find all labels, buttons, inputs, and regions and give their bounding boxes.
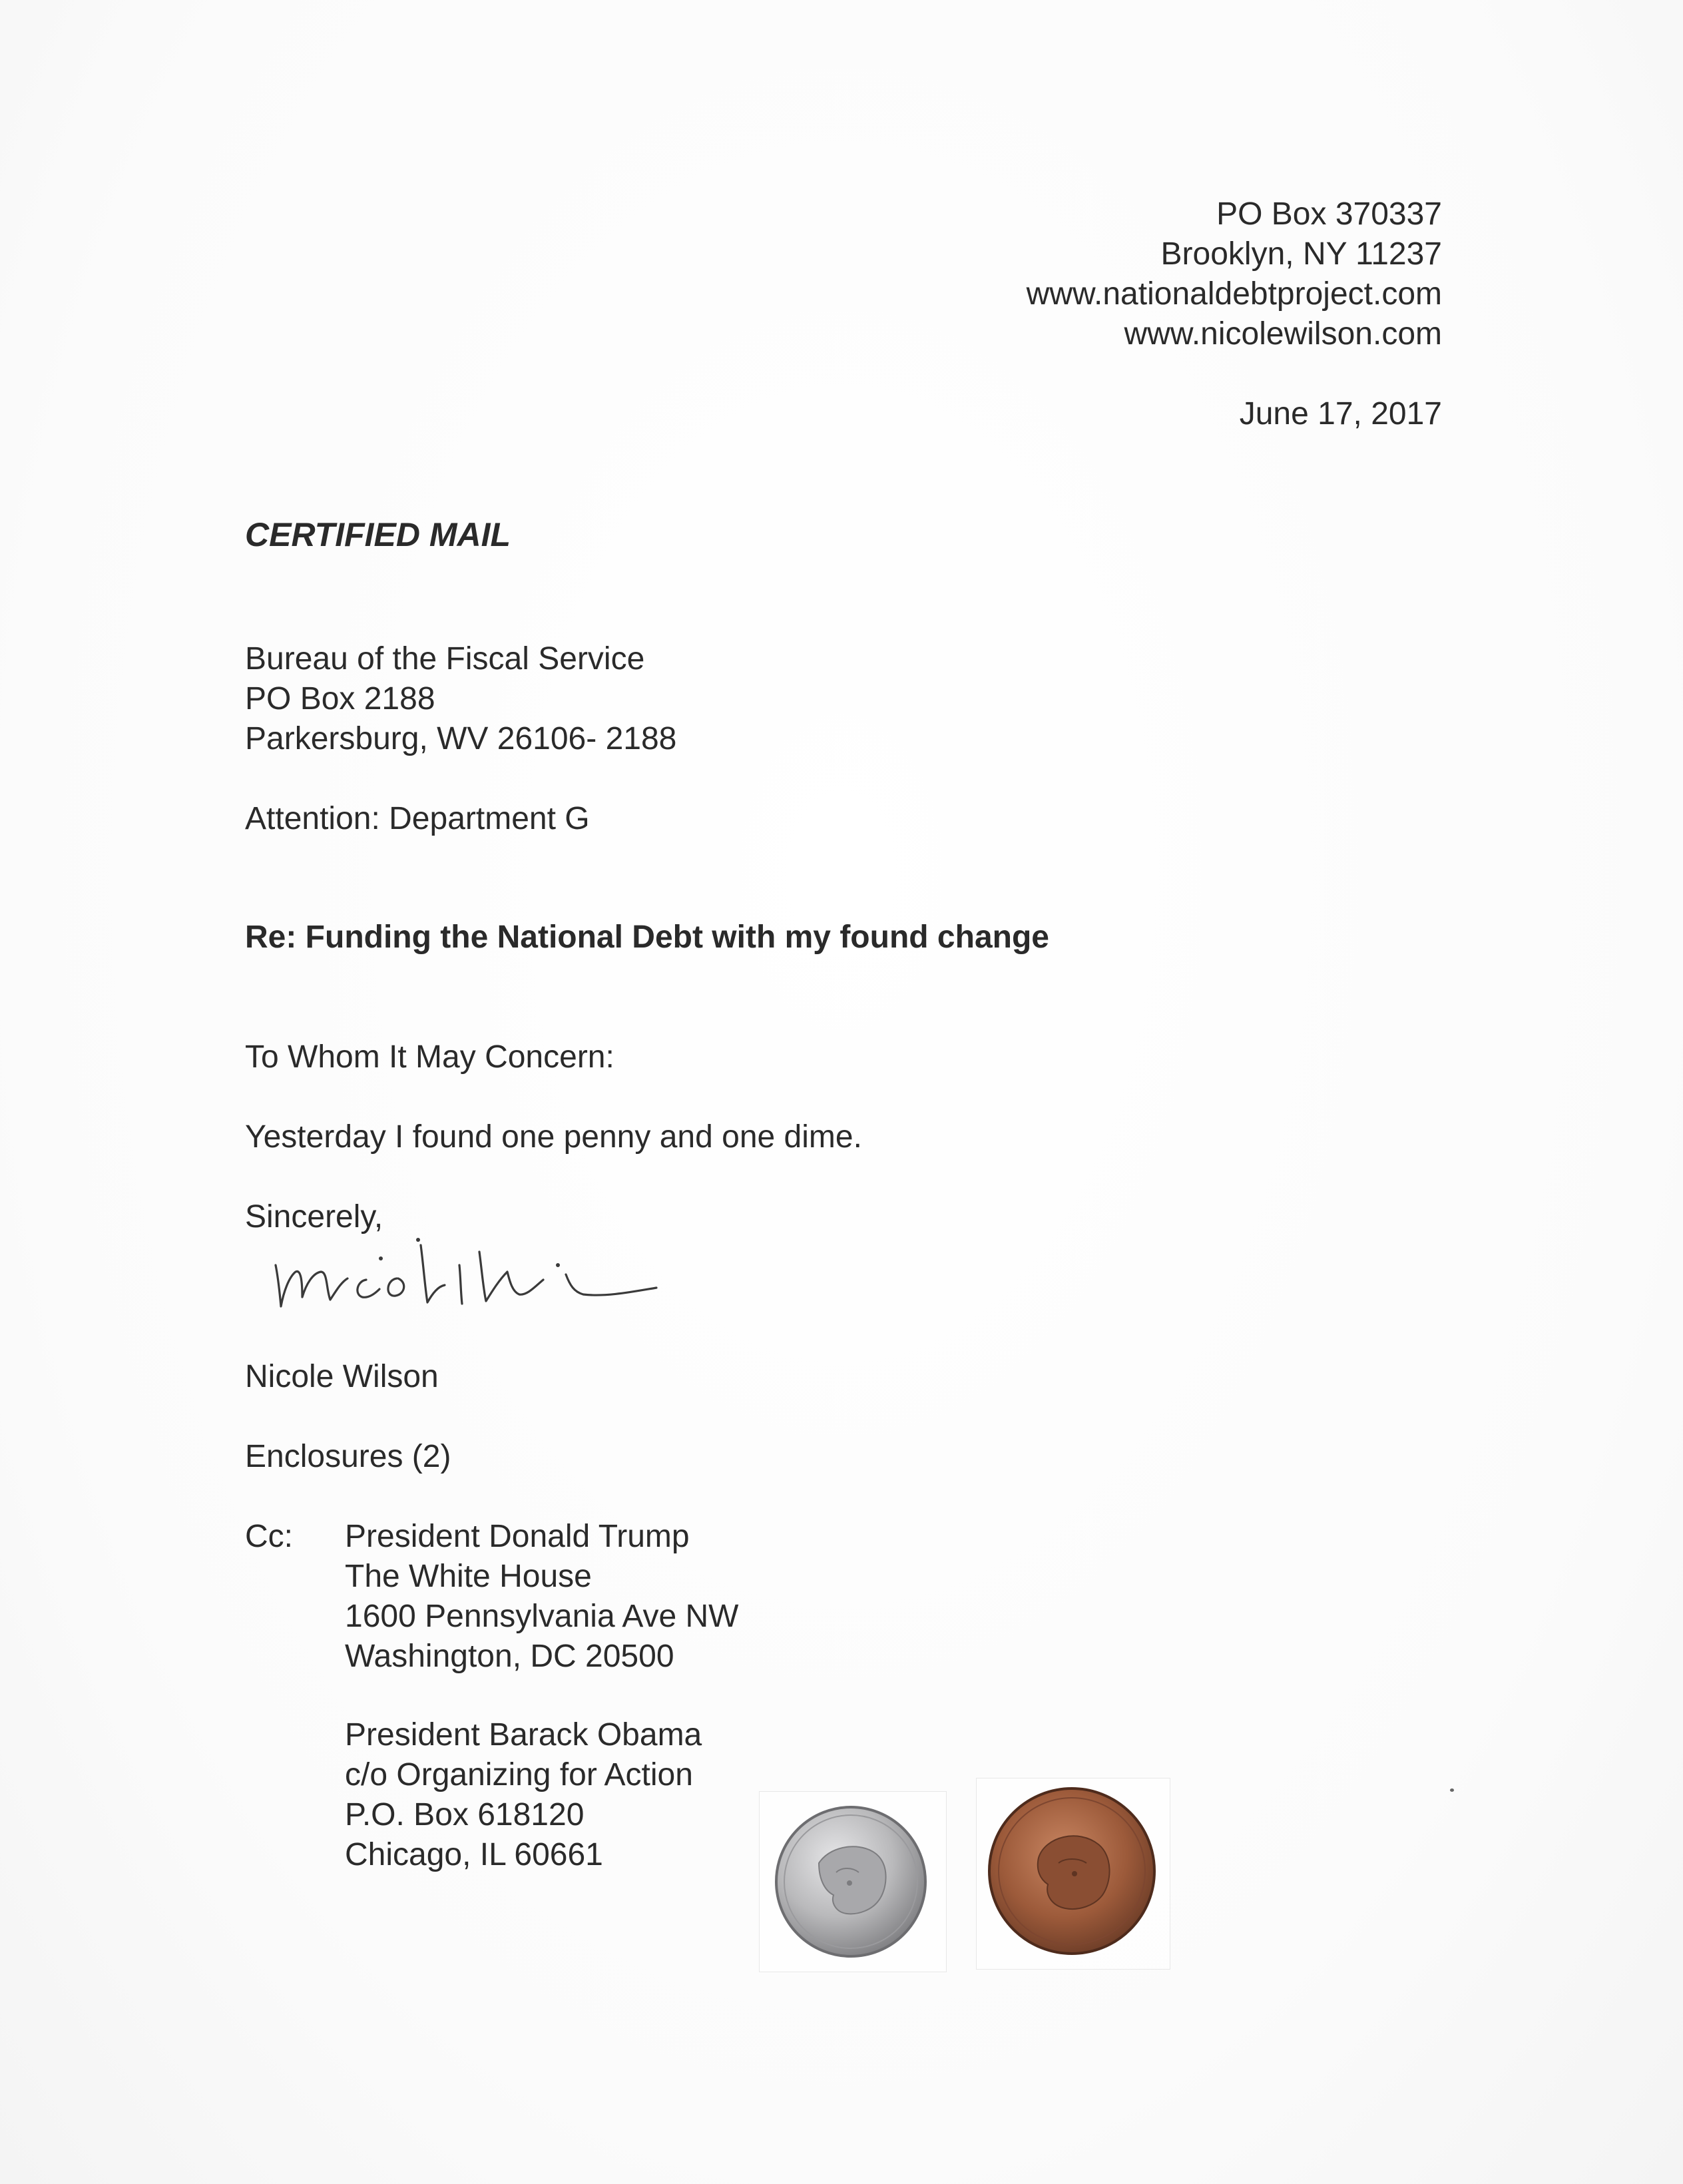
sender-po-box: PO Box 370337 — [1216, 196, 1442, 232]
cc-recipient-line: President Barack Obama — [345, 1717, 702, 1753]
sender-address — [1027, 194, 1442, 354]
salutation: To Whom It May Concern: — [245, 1039, 614, 1075]
handwritten-signature — [266, 1225, 679, 1325]
cc-recipient-line: President Donald Trump — [345, 1519, 690, 1554]
closing: Sincerely, — [245, 1199, 383, 1234]
letter-date: June 17, 2017 — [1239, 396, 1442, 431]
cc-recipient-line: 1600 Pennsylvania Ave NW — [345, 1599, 739, 1634]
cc-recipient-line: The White House — [345, 1559, 592, 1594]
signer-name: Nicole Wilson — [245, 1359, 439, 1394]
cc-recipient-line: c/o Organizing for Action — [345, 1757, 693, 1792]
sender-website-1: www.nationaldebtproject.com — [1026, 276, 1442, 312]
cc-label: Cc: — [245, 1519, 293, 1554]
enclosures-note: Enclosures (2) — [245, 1439, 451, 1474]
certified-mail-heading: CERTIFIED MAIL — [245, 516, 511, 553]
subject-line: Re: Funding the National Debt with my found change — [245, 920, 1049, 955]
recipient-po-box: PO Box 2188 — [245, 681, 435, 716]
recipient-city: Parkersburg, WV 26106- 2188 — [245, 721, 677, 756]
sender-website-2: www.nicolewilson.com — [1124, 316, 1442, 352]
cc-recipient — [345, 1517, 738, 1677]
cc-recipient-line: Washington, DC 20500 — [345, 1639, 674, 1674]
dime-coin-photo — [772, 1803, 929, 1960]
penny-coin-photo — [985, 1784, 1158, 1958]
cc-recipient-line: Chicago, IL 60661 — [345, 1837, 603, 1872]
recipient-org: Bureau of the Fiscal Service — [245, 641, 645, 677]
attention-line: Attention: Department G — [245, 801, 590, 836]
cc-recipient-line: P.O. Box 618120 — [345, 1797, 585, 1832]
cc-recipient — [345, 1715, 702, 1875]
paper-speck — [1450, 1788, 1454, 1792]
recipient-address — [245, 639, 676, 759]
sender-city: Brooklyn, NY 11237 — [1160, 236, 1442, 272]
letter-body: Yesterday I found one penny and one dime. — [245, 1119, 862, 1155]
